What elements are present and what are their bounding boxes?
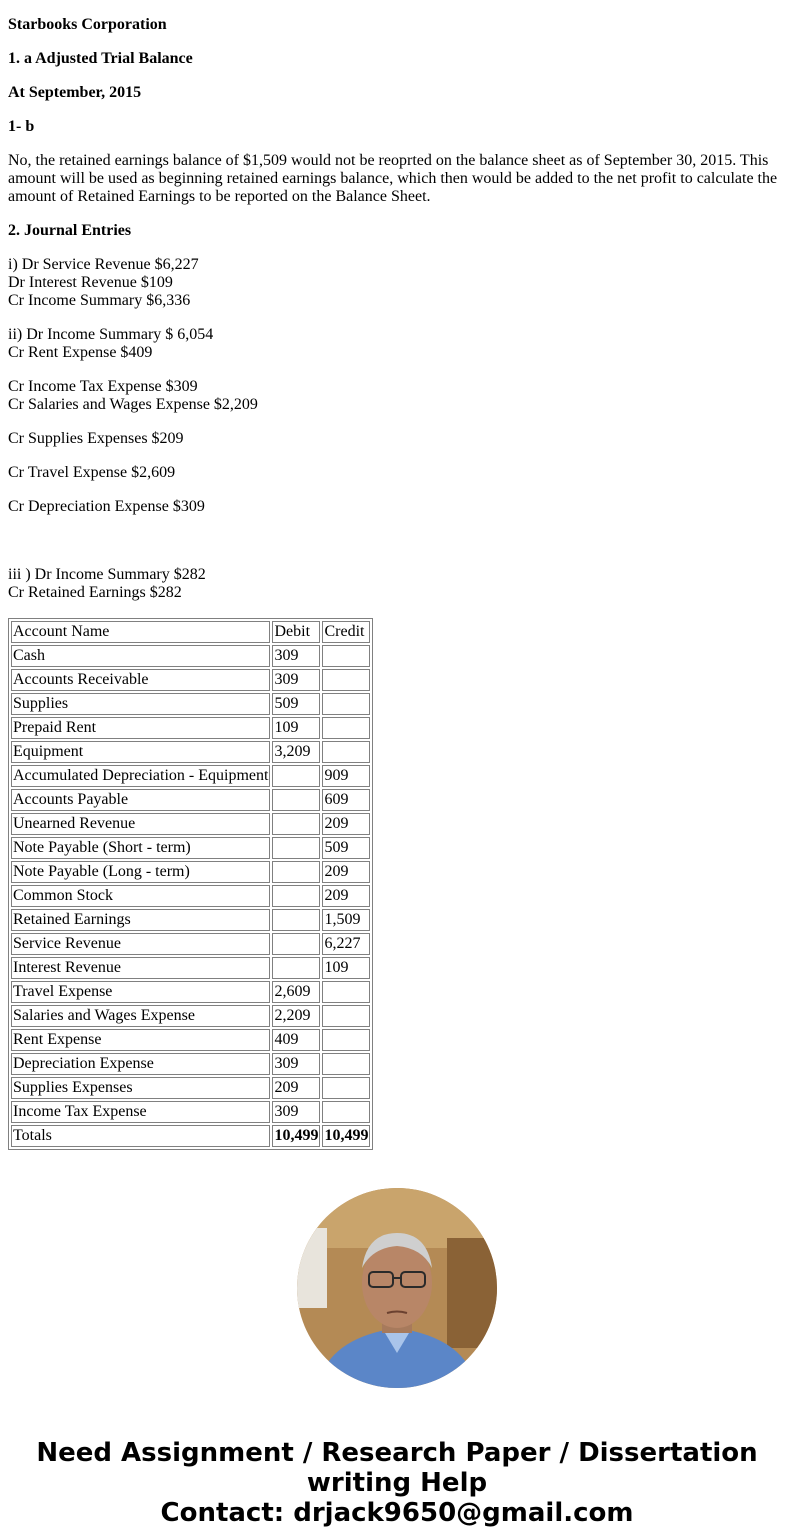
table-row bbox=[11, 717, 370, 739]
table-row bbox=[11, 813, 370, 835]
table-row bbox=[11, 957, 370, 979]
journal-entry-ii-cont bbox=[8, 378, 786, 414]
account-name-cell: Supplies Expenses bbox=[11, 1077, 270, 1099]
account-name-cell: Unearned Revenue bbox=[11, 813, 270, 835]
credit-cell: 6,227 bbox=[322, 933, 370, 955]
debit-cell: 309 bbox=[272, 1101, 320, 1123]
journal-line: Cr Salaries and Wages Expense $2,209 bbox=[8, 396, 258, 413]
account-name-cell: Service Revenue bbox=[11, 933, 270, 955]
journal-line: iii ) Dr Income Summary $282 bbox=[8, 566, 206, 583]
account-name-cell: Note Payable (Short - term) bbox=[11, 837, 270, 859]
credit-cell bbox=[322, 1029, 370, 1051]
debit-cell: 309 bbox=[272, 645, 320, 667]
journal-line: Cr Income Tax Expense $309 bbox=[8, 378, 198, 395]
journal-line: Cr Retained Earnings $282 bbox=[8, 584, 182, 601]
credit-cell bbox=[322, 1077, 370, 1099]
heading-1a: 1. a Adjusted Trial Balance bbox=[8, 50, 193, 67]
credit-cell bbox=[322, 717, 370, 739]
debit-cell: 409 bbox=[272, 1029, 320, 1051]
credit-cell: 209 bbox=[322, 885, 370, 907]
account-name-cell: Accounts Payable bbox=[11, 789, 270, 811]
debit-cell: 309 bbox=[272, 669, 320, 691]
debit-cell: 509 bbox=[272, 693, 320, 715]
journal-entry-iii bbox=[8, 566, 786, 602]
credit-cell: 909 bbox=[322, 765, 370, 787]
credit-cell: 209 bbox=[322, 861, 370, 883]
table-row bbox=[11, 693, 370, 715]
journal-line: Cr Supplies Expenses $209 bbox=[8, 430, 184, 447]
journal-line: Cr Depreciation Expense $309 bbox=[8, 498, 205, 515]
credit-cell bbox=[322, 1005, 370, 1027]
account-name-cell: Interest Revenue bbox=[11, 957, 270, 979]
author-photo bbox=[297, 1188, 497, 1388]
table-row bbox=[11, 981, 370, 1003]
debit-cell bbox=[272, 933, 320, 955]
promo-line: Need Assignment / Research Paper / Dissertation writing Help bbox=[36, 1438, 758, 1498]
credit-cell bbox=[322, 981, 370, 1003]
credit-cell: 509 bbox=[322, 837, 370, 859]
table-row bbox=[11, 1005, 370, 1027]
credit-cell: 209 bbox=[322, 813, 370, 835]
credit-cell: 109 bbox=[322, 957, 370, 979]
credit-cell bbox=[322, 669, 370, 691]
table-row bbox=[11, 885, 370, 907]
journal-line: Cr Rent Expense $409 bbox=[8, 344, 153, 361]
header-debit: Debit bbox=[272, 621, 320, 643]
debit-cell: 3,209 bbox=[272, 741, 320, 763]
account-name-cell: Common Stock bbox=[11, 885, 270, 907]
total-debit: 10,499 bbox=[272, 1125, 320, 1147]
account-name-cell: Travel Expense bbox=[11, 981, 270, 1003]
header-account-name: Account Name bbox=[11, 621, 270, 643]
journal-entry-i bbox=[8, 256, 786, 310]
account-name-cell: Equipment bbox=[11, 741, 270, 763]
credit-cell bbox=[322, 1053, 370, 1075]
debit-cell bbox=[272, 837, 320, 859]
header-credit: Credit bbox=[322, 621, 370, 643]
journal-entry-ii bbox=[8, 326, 786, 362]
journal-line: Dr Interest Revenue $109 bbox=[8, 274, 173, 291]
debit-cell: 2,609 bbox=[272, 981, 320, 1003]
table-row bbox=[11, 1101, 370, 1123]
debit-cell: 309 bbox=[272, 1053, 320, 1075]
promo-footer bbox=[8, 1438, 786, 1528]
account-name-cell: Accounts Receivable bbox=[11, 669, 270, 691]
account-name-cell: Depreciation Expense bbox=[11, 1053, 270, 1075]
table-row bbox=[11, 1053, 370, 1075]
journal-line: i) Dr Service Revenue $6,227 bbox=[8, 256, 199, 273]
account-name-cell: Income Tax Expense bbox=[11, 1101, 270, 1123]
table-row bbox=[11, 837, 370, 859]
journal-line: ii) Dr Income Summary $ 6,054 bbox=[8, 326, 214, 343]
account-name-cell: Accumulated Depreciation - Equipment bbox=[11, 765, 270, 787]
credit-cell: 1,509 bbox=[322, 909, 370, 931]
credit-cell bbox=[322, 741, 370, 763]
debit-cell bbox=[272, 861, 320, 883]
table-row bbox=[11, 1029, 370, 1051]
totals-label: Totals bbox=[11, 1125, 270, 1147]
debit-cell bbox=[272, 789, 320, 811]
debit-cell bbox=[272, 957, 320, 979]
promo-contact: Contact: drjack9650@gmail.com bbox=[160, 1498, 634, 1528]
heading-date: At September, 2015 bbox=[8, 84, 142, 101]
account-name-cell: Rent Expense bbox=[11, 1029, 270, 1051]
table-row bbox=[11, 741, 370, 763]
answer-1b: No, the retained earnings balance of $1,509 would not be reoprted on the balance sheet as of September 30, 2015. This amount will be used as beginning retained earnings balance, which then would be added to the net profit to calculate the amount of Retained Earnings to be reported on the Balance Sheet. bbox=[8, 152, 778, 205]
credit-cell bbox=[322, 693, 370, 715]
account-name-cell: Retained Earnings bbox=[11, 909, 270, 931]
table-row bbox=[11, 861, 370, 883]
debit-cell bbox=[272, 813, 320, 835]
account-name-cell: Note Payable (Long - term) bbox=[11, 861, 270, 883]
journal-line: Cr Travel Expense $2,609 bbox=[8, 464, 176, 481]
table-row bbox=[11, 933, 370, 955]
spacer bbox=[8, 532, 786, 550]
debit-cell bbox=[272, 765, 320, 787]
debit-cell: 209 bbox=[272, 1077, 320, 1099]
debit-cell: 109 bbox=[272, 717, 320, 739]
account-name-cell: Cash bbox=[11, 645, 270, 667]
trial-balance-table bbox=[8, 618, 373, 1150]
table-row bbox=[11, 645, 370, 667]
table-row bbox=[11, 765, 370, 787]
debit-cell: 2,209 bbox=[272, 1005, 320, 1027]
doc-title: Starbooks Corporation bbox=[8, 16, 167, 33]
table-row bbox=[11, 909, 370, 931]
debit-cell bbox=[272, 885, 320, 907]
credit-cell bbox=[322, 645, 370, 667]
total-credit: 10,499 bbox=[322, 1125, 370, 1147]
credit-cell bbox=[322, 1101, 370, 1123]
account-name-cell: Salaries and Wages Expense bbox=[11, 1005, 270, 1027]
heading-1b: 1- b bbox=[8, 118, 35, 135]
table-row bbox=[11, 669, 370, 691]
journal-line: Cr Income Summary $6,336 bbox=[8, 292, 191, 309]
table-row bbox=[11, 1077, 370, 1099]
table-row bbox=[11, 789, 370, 811]
heading-2: 2. Journal Entries bbox=[8, 222, 132, 239]
debit-cell bbox=[272, 909, 320, 931]
credit-cell: 609 bbox=[322, 789, 370, 811]
table-header-row bbox=[11, 621, 370, 643]
totals-row bbox=[11, 1125, 370, 1147]
account-name-cell: Supplies bbox=[11, 693, 270, 715]
account-name-cell: Prepaid Rent bbox=[11, 717, 270, 739]
